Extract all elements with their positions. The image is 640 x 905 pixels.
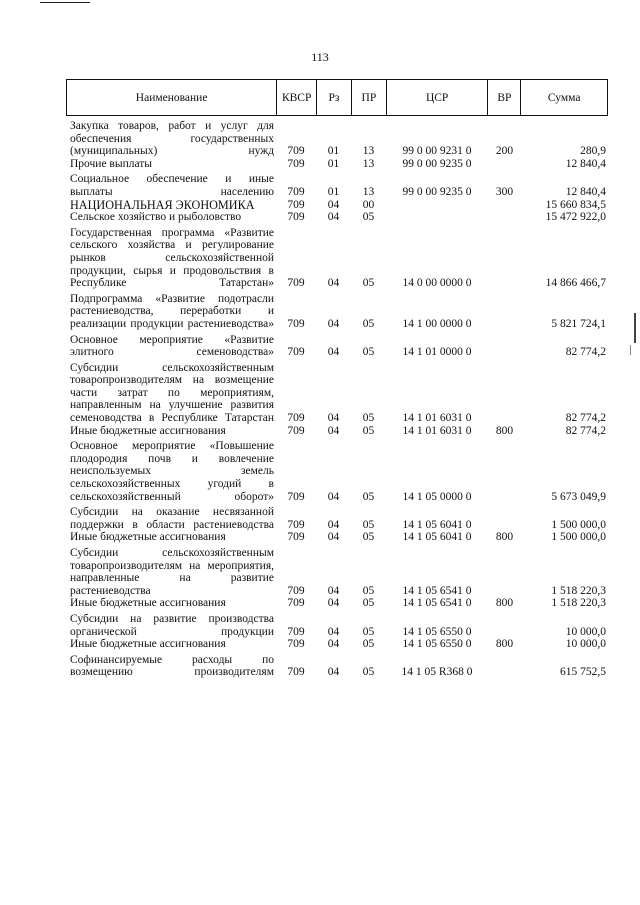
cell-sum: 82 774,2	[565, 412, 606, 425]
cell-pr: 05	[362, 518, 375, 531]
table-row	[66, 158, 608, 171]
cell-pr: 13	[362, 157, 375, 170]
cell-csr: 14 1 05 6541 0	[402, 597, 472, 610]
cell-pr: 05	[362, 346, 375, 359]
cell-csr: 99 0 00 9235 0	[402, 185, 472, 198]
cell-kvsr: 709	[287, 531, 305, 544]
cell-name: Основное мероприятие «Повышение плодородия почв и вовлечение неиспользуемых земель сельскохозяйственных угодий в сельскохозяйственный оборот»	[70, 440, 274, 503]
cell-sum: 1 518 220,3	[551, 584, 606, 597]
cell-vr: 800	[495, 597, 514, 610]
table-row	[66, 597, 608, 610]
table-row	[66, 211, 608, 224]
budget-table	[66, 79, 608, 679]
cell-name: Субсидии сельскохозяйственным товаропроизводителям на мероприятия, направленные на развитие растениеводства	[70, 547, 274, 597]
table-row	[66, 425, 608, 438]
table-row	[66, 334, 608, 359]
header-pr: ПР	[351, 80, 386, 115]
cell-rz: 01	[327, 185, 340, 198]
cell-pr: 05	[362, 584, 375, 597]
cell-rz: 04	[327, 531, 340, 544]
cell-name: Софинансируемые расходы по возмещению производителям	[70, 653, 274, 679]
header-name: Наименование	[135, 91, 208, 104]
cell-rz: 04	[327, 277, 340, 290]
cell-kvsr: 709	[287, 666, 305, 679]
cell-vr: 800	[495, 638, 514, 651]
cell-csr: 14 1 01 6031 0	[402, 412, 472, 425]
table-row	[66, 227, 608, 290]
cell-sum: 15 660 834,5	[545, 198, 606, 211]
scan-margin-mark	[630, 345, 631, 355]
table-row	[66, 120, 608, 158]
cell-vr: 800	[495, 424, 514, 437]
header-csr: ЦСР	[386, 80, 488, 115]
cell-name: Субсидии на развитие производства органической продукции	[70, 612, 274, 638]
cell-pr: 05	[362, 531, 375, 544]
table-row	[66, 362, 608, 425]
cell-vr: 800	[495, 531, 514, 544]
cell-csr: 99 0 00 9235 0	[402, 157, 472, 170]
cell-kvsr: 709	[287, 346, 305, 359]
cell-name: Государственная программа «Развитие сельского хозяйства и регулирование рынков сельскохозяйственной продукции, сырья и продовольствия в Республике Татарстан»	[70, 226, 274, 290]
cell-kvsr: 709	[287, 211, 305, 224]
cell-kvsr: 709	[287, 412, 305, 425]
cell-rz: 01	[327, 157, 340, 170]
cell-kvsr: 709	[287, 277, 305, 290]
cell-csr: 14 1 01 0000 0	[402, 346, 472, 359]
table-row	[66, 638, 608, 651]
cell-rz: 04	[327, 625, 340, 638]
header-sum: Сумма	[520, 80, 607, 115]
top-rule	[40, 2, 90, 3]
cell-csr: 14 1 00 0000 0	[402, 317, 472, 330]
cell-sum: 280,9	[580, 145, 606, 158]
cell-name: Субсидии сельскохозяйственным товаропроизводителям на возмещение части затрат по мероприятиям, направленным на улучшение развития семеноводства в Республике Татарстан	[70, 361, 274, 425]
cell-csr: 14 1 05 6550 0	[402, 625, 472, 638]
cell-kvsr: 709	[287, 424, 305, 437]
cell-pr: 05	[362, 625, 375, 638]
cell-pr: 05	[362, 666, 375, 679]
table-row	[66, 531, 608, 544]
header-kvsr: КВСР	[276, 80, 316, 115]
cell-pr: 05	[362, 277, 375, 290]
cell-kvsr: 709	[287, 518, 305, 531]
cell-kvsr: 709	[287, 625, 305, 638]
cell-name: Иные бюджетные ассигнования	[70, 597, 226, 610]
table-row	[66, 654, 608, 679]
cell-name: Основное мероприятие «Развитие элитного семеноводства»	[70, 333, 274, 359]
cell-sum: 10 000,0	[565, 638, 606, 651]
cell-pr: 05	[362, 490, 375, 503]
cell-kvsr: 709	[287, 490, 305, 503]
table-row	[66, 293, 608, 331]
cell-rz: 01	[327, 145, 340, 158]
cell-sum: 5 821 724,1	[551, 317, 606, 330]
cell-csr: 99 0 00 9231 0	[402, 145, 472, 158]
cell-kvsr: 709	[287, 584, 305, 597]
cell-vr: 200	[495, 145, 514, 158]
table-row	[66, 613, 608, 638]
cell-kvsr: 709	[287, 157, 305, 170]
cell-pr: 05	[362, 412, 375, 425]
cell-pr: 05	[362, 638, 375, 651]
cell-name: Прочие выплаты	[70, 157, 153, 170]
cell-sum: 12 840,4	[565, 185, 606, 198]
cell-kvsr: 709	[287, 145, 305, 158]
cell-sum: 12 840,4	[565, 157, 606, 170]
cell-pr: 00	[362, 198, 375, 211]
cell-rz: 04	[327, 666, 340, 679]
cell-name: НАЦИОНАЛЬНАЯ ЭКОНОМИКА	[70, 197, 255, 212]
cell-csr: 14 1 05 6041 0	[402, 518, 472, 531]
cell-rz: 04	[327, 518, 340, 531]
cell-sum: 14 866 466,7	[545, 277, 606, 290]
cell-sum: 5 673 049,9	[551, 490, 606, 503]
cell-csr: 14 1 05 6541 0	[402, 584, 472, 597]
cell-sum: 82 774,2	[565, 346, 606, 359]
cell-pr: 05	[362, 597, 375, 610]
cell-name: Закупка товаров, работ и услуг для обеспечения государственных (муниципальных) нужд	[70, 120, 274, 158]
cell-csr: 14 1 05 0000 0	[402, 490, 472, 503]
cell-name: Иные бюджетные ассигнования	[70, 638, 226, 651]
cell-rz: 04	[327, 584, 340, 597]
table-row	[66, 506, 608, 531]
cell-rz: 04	[327, 490, 340, 503]
scan-margin-mark	[634, 313, 636, 343]
table-row	[66, 440, 608, 503]
cell-name: Сельское хозяйство и рыболовство	[70, 211, 242, 224]
cell-rz: 04	[327, 317, 340, 330]
cell-csr: 14 1 01 6031 0	[402, 424, 472, 437]
cell-kvsr: 709	[287, 638, 305, 651]
page-number: 113	[311, 50, 329, 64]
cell-vr: 300	[495, 185, 514, 198]
cell-name: Подпрограмма «Развитие подотрасли растениеводства, переработки и реализации продукции растениеводства»	[70, 292, 274, 330]
table-row	[66, 547, 608, 597]
cell-rz: 04	[327, 412, 340, 425]
table-header	[66, 79, 608, 116]
header-rz: Рз	[316, 80, 351, 115]
cell-sum: 10 000,0	[565, 625, 606, 638]
cell-name: Иные бюджетные ассигнования	[70, 424, 226, 437]
table-body	[66, 120, 608, 679]
cell-pr: 13	[362, 145, 375, 158]
cell-sum: 1 500 000,0	[551, 531, 606, 544]
cell-sum: 15 472 922,0	[545, 211, 606, 224]
cell-sum: 1 500 000,0	[551, 518, 606, 531]
table-row	[66, 199, 608, 212]
cell-kvsr: 709	[287, 198, 305, 211]
cell-rz: 04	[327, 424, 340, 437]
cell-kvsr: 709	[287, 185, 305, 198]
cell-kvsr: 709	[287, 317, 305, 330]
cell-csr: 14 1 05 R368 0	[401, 666, 473, 679]
header-vr: ВР	[487, 80, 520, 115]
cell-pr: 05	[362, 211, 375, 224]
cell-sum: 82 774,2	[565, 424, 606, 437]
cell-rz: 04	[327, 346, 340, 359]
cell-pr: 05	[362, 317, 375, 330]
cell-name: Социальное обеспечение и иные выплаты населению	[70, 173, 274, 198]
cell-name: Иные бюджетные ассигнования	[70, 531, 226, 544]
table-row	[66, 173, 608, 198]
cell-name: Субсидии на оказание несвязанной поддержки в области растениеводства	[70, 506, 274, 531]
cell-kvsr: 709	[287, 597, 305, 610]
cell-rz: 04	[327, 638, 340, 651]
cell-csr: 14 1 05 6550 0	[402, 638, 472, 651]
cell-csr: 14 0 00 0000 0	[402, 277, 472, 290]
cell-pr: 05	[362, 424, 375, 437]
cell-rz: 04	[327, 597, 340, 610]
cell-rz: 04	[327, 198, 340, 211]
cell-sum: 1 518 220,3	[551, 597, 606, 610]
cell-pr: 13	[362, 185, 375, 198]
cell-rz: 04	[327, 211, 340, 224]
cell-sum: 615 752,5	[560, 666, 606, 679]
cell-csr: 14 1 05 6041 0	[402, 531, 472, 544]
